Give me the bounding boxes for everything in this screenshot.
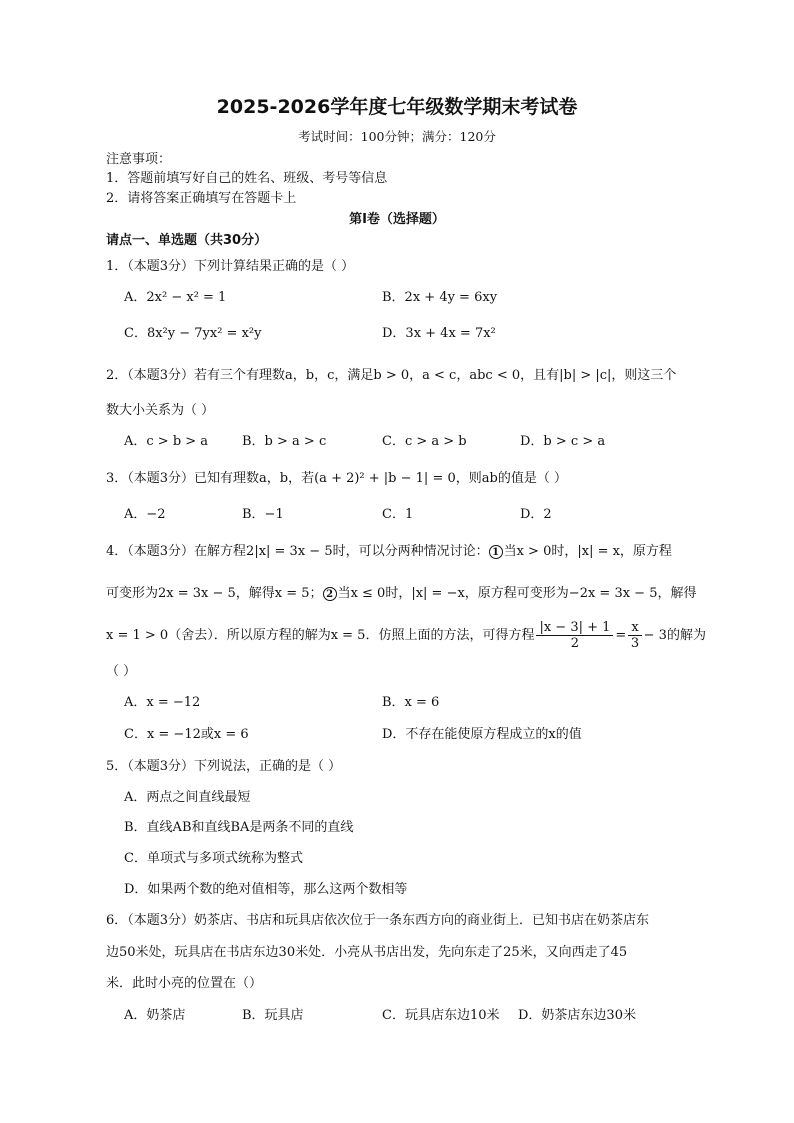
q2-option-b: B．b > a > c	[242, 434, 327, 449]
q4-stem-line2	[106, 586, 696, 602]
q4-stem-line3	[106, 620, 706, 652]
q6-option-b: B．玩具店	[242, 1008, 304, 1023]
q1-option-d: D．3x + 4x = 7x²	[382, 326, 496, 341]
notice-item-2: 2．请将答案正确填写在答题卡上	[106, 191, 297, 206]
q4-line3-text-a: x = 1 > 0（舍去）．所以原方程的解为x = 5．仿照上面的方法，可得方程	[106, 628, 535, 643]
q4-fraction-right	[628, 620, 641, 651]
q2-stem-line1: 2．（本题3分）若有三个有理数a，b，c，满足b > 0，a < c，abc < 0，且有|b| > |c|，则这三个	[106, 368, 677, 383]
q6-option-c: C．玩具店东边10米	[382, 1008, 500, 1023]
q1-option-c: C．8x²y − 7yx² = x²y	[124, 326, 262, 341]
q1-option-a: A．2x² − x² = 1	[124, 290, 227, 305]
q3-option-c: C．1	[382, 507, 414, 522]
q6-stem-line1: 6．（本题3分）奶茶店、书店和玩具店依次位于一条东西方向的商业街上．已知书店在奶茶店东	[106, 913, 650, 928]
q4-line2-text-a: 可变形为2x = 3x − 5，解得x = 5；	[106, 586, 323, 601]
q3-option-b: B．−1	[242, 507, 284, 522]
q5-stem: 5．（本题3分）下列说法，正确的是（ ）	[106, 759, 342, 774]
q3-option-a: A．−2	[124, 507, 166, 522]
q6-stem-line2: 边50米处，玩具店在书店东边30米处．小亮从书店出发，先向东走了25米，又向西走了45	[106, 945, 628, 960]
q6-option-d: D．奶茶店东边30米	[518, 1008, 636, 1023]
exam-title: 2025-2026学年度七年级数学期末考试卷	[216, 96, 578, 118]
q1-stem: 1．（本题3分）下列计算结果正确的是（ ）	[106, 259, 355, 274]
circled-2-icon: 2	[323, 587, 337, 601]
q5-option-d: D．如果两个数的绝对值相等，那么这两个数相等	[124, 882, 408, 897]
q4-frac-left-numerator: |x − 3| + 1	[536, 620, 613, 636]
q1-option-b: B．2x + 4y = 6xy	[382, 290, 498, 305]
q6-stem-line3: 米．此时小亮的位置在（）	[106, 976, 263, 991]
exam-info: 考试时间：100分钟；满分：120分	[298, 129, 496, 144]
q4-equals-sign: =	[615, 628, 627, 643]
q2-stem-line2: 数大小关系为（ ）	[106, 403, 215, 418]
q4-option-b: B．x = 6	[382, 695, 440, 710]
q4-option-d: D．不存在能使原方程成立的x的值	[382, 727, 582, 742]
notice-item-1: 1．答题前填写好自己的姓名、班级、考号等信息	[106, 171, 388, 186]
q4-option-a: A．x = −12	[124, 695, 201, 710]
q3-stem: 3．（本题3分）已知有理数a，b，若(a + 2)² + |b − 1| = 0，则ab的值是（ ）	[106, 471, 567, 486]
q5-option-c: C．单项式与多项式统称为整式	[124, 851, 303, 866]
q4-frac-left-denominator: 2	[570, 636, 580, 651]
q5-option-a: A．两点之间直线最短	[124, 790, 251, 805]
q5-option-b: B．直线AB和直线BA是两条不同的直线	[124, 820, 354, 835]
q2-option-a: A．c > b > a	[124, 434, 209, 449]
q4-line3-text-b: − 3的解为	[643, 628, 706, 643]
q4-fraction-left	[536, 620, 613, 651]
q4-line1-text-a: 4．（本题3分）在解方程2|x| = 3x − 5时，可以分两种情况讨论：	[106, 544, 489, 559]
q2-option-c: C．c > a > b	[382, 434, 467, 449]
q4-line1-text-b: 当x > 0时，|x| = x，原方程	[503, 544, 672, 559]
q4-line2-text-b: 当x ≤ 0时，|x| = −x，原方程可变形为−2x = 3x − 5，解得	[337, 586, 697, 601]
q4-frac-right-numerator: x	[628, 620, 641, 636]
q6-option-a: A．奶茶店	[124, 1008, 186, 1023]
section-1-title: 请点一、单选题（共30分）	[106, 233, 268, 248]
q4-stem-line4: （ ）	[106, 664, 137, 679]
q2-option-d: D．b > c > a	[520, 434, 606, 449]
volume-title: 第I卷（选择题）	[349, 212, 445, 227]
circled-1-icon: 1	[489, 545, 503, 559]
notice-heading: 注意事项：	[106, 152, 172, 167]
q4-stem-line1	[106, 544, 672, 560]
q4-option-c: C．x = −12或x = 6	[124, 727, 249, 742]
q3-option-d: D．2	[520, 507, 552, 522]
q4-frac-right-denominator: 3	[630, 636, 640, 651]
